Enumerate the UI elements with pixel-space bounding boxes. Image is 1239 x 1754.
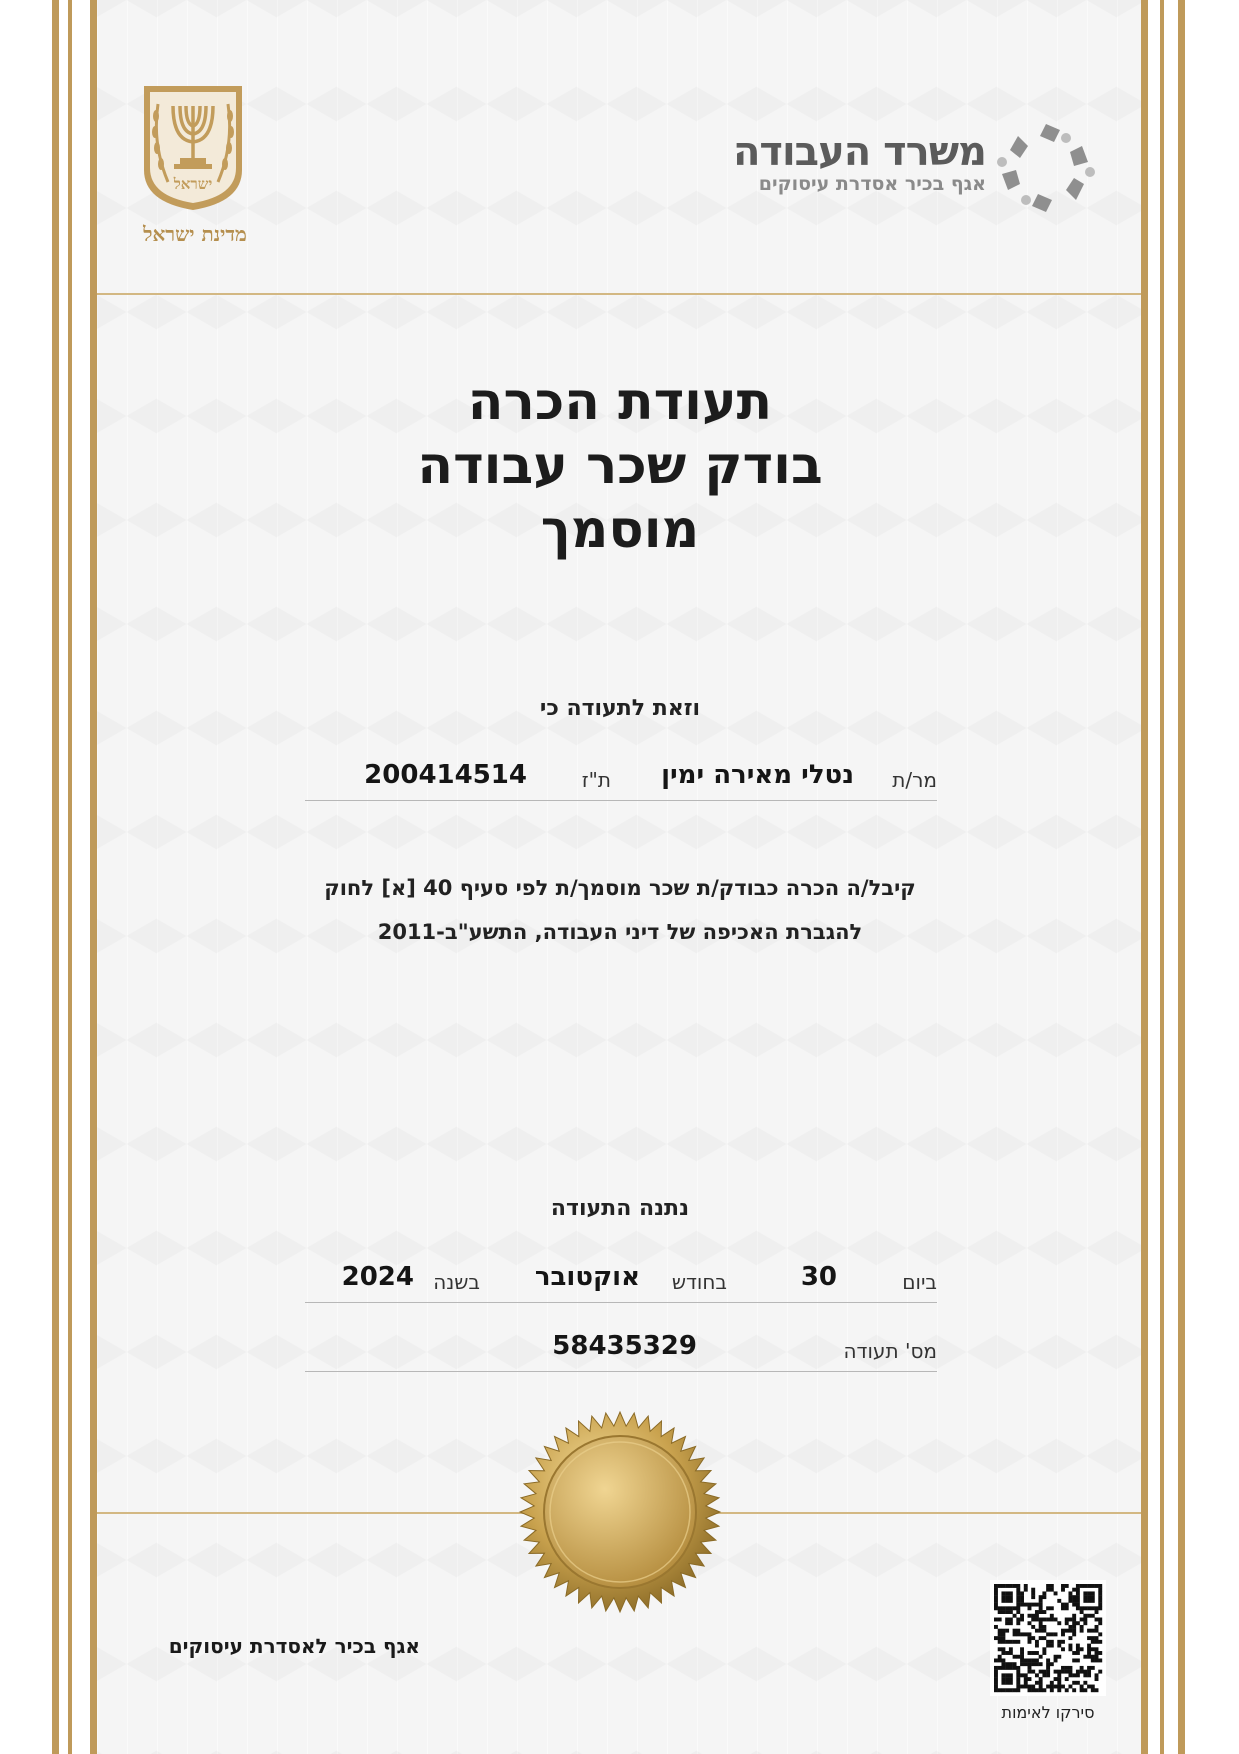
id-number: 200414514 [364, 760, 527, 790]
title-line-3: מוסמך [540, 500, 700, 560]
certify-intro: וזאת לתעודה כי [539, 696, 701, 721]
frame-bar-left-outer [52, 0, 59, 1754]
month-label: בחודש [671, 1270, 727, 1294]
recipient-row [305, 760, 937, 801]
year-value: 2024 [341, 1262, 414, 1292]
date-row [305, 1262, 937, 1303]
cert-number-value: 58435329 [552, 1331, 697, 1361]
issued-heading: נתנה התעודה [550, 1196, 690, 1221]
state-name: מדינת ישראל [143, 222, 247, 246]
frame-bar-right-outer [1178, 0, 1185, 1754]
frame-bar-left-mid [68, 0, 72, 1754]
cert-number-label: מס' תעודה [843, 1339, 937, 1363]
ministry-logo-icon [996, 120, 1096, 216]
frame-bar-left-inner [90, 0, 97, 1754]
ministry-name: משרד העבודה [732, 129, 986, 175]
header-divider [97, 293, 1141, 295]
month-value: אוקטובר [534, 1262, 640, 1292]
frame-bar-right-mid [1160, 0, 1164, 1754]
menorah-emblem-icon [140, 84, 246, 212]
cert-number-row [305, 1331, 937, 1372]
title-line-1: תעודת הכרה [467, 372, 773, 432]
statement-line-2: להגברת האכיפה של דיני העבודה, התשע"ב-2011 [377, 920, 863, 944]
qr-code-icon[interactable] [990, 1580, 1106, 1696]
year-label: בשנה [433, 1270, 480, 1294]
footer-department: אגף בכיר לאסדרת עיסוקים [168, 1634, 420, 1658]
recipient-name: נטלי מאירה ימין [661, 760, 854, 790]
certificate-title [330, 370, 910, 562]
id-label: ת"ז [581, 768, 611, 792]
day-label: ביום [902, 1270, 937, 1294]
statement-line-1: קיבל/ה הכרה כבודק/ת שכר מוסמך/ת לפי סעיף 40 [א] לחוק [324, 876, 916, 900]
svg-text:ישראל: ישראל [173, 175, 213, 193]
certificate-statement [260, 866, 980, 954]
honorific-label: מר/ת [892, 768, 937, 792]
title-line-2: בודק שכר עבודה [417, 436, 823, 496]
frame-bar-right-inner [1141, 0, 1148, 1754]
qr-caption: סירקו לאימות [1001, 1703, 1095, 1722]
ministry-subtitle: אגף בכיר אסדרת עיסוקים [758, 173, 986, 195]
day-value: 30 [800, 1262, 837, 1292]
gold-seal-icon [518, 1410, 722, 1614]
